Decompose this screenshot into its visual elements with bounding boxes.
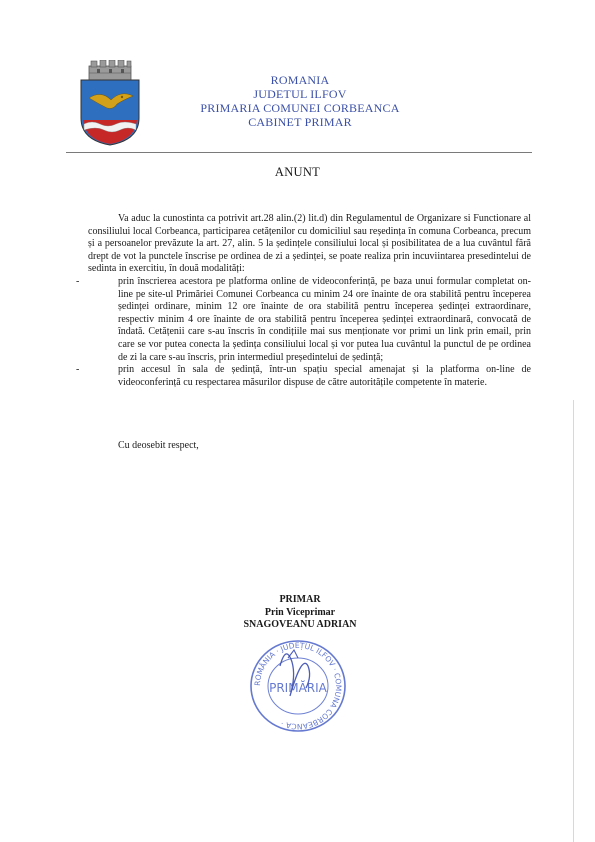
bullet-dash: - (76, 275, 80, 287)
scan-edge-line (573, 400, 574, 842)
signature-block (180, 594, 420, 632)
intro-paragraph: Va aduc la cunostinta ca potrivit art.28 alin.(2) lit.d) din Regulamentul de Organizare si Functionare al consiliului local Corbeanca, participarea cetățenilor cu domiciliul sau reședința în comuna Corbeanca, precum și a persoanelor prevăzute la art. 27, alin. 5 la ședințele consiliului local și posibilitatea de a lua cuvântul fără drept de vot la punctele înscrise pe ordinea de zi a ședinței, se poate realiza prin incuviintarea presedintelui de sedinta in exercitiu, în două modalități: (88, 213, 531, 275)
letterhead-department: CABINET PRIMAR (248, 115, 352, 129)
bullet-dash: - (76, 364, 80, 376)
letterhead-country: ROMANIA (270, 73, 330, 87)
coat-of-arms-icon (75, 60, 145, 146)
signature-name: SNAGOVEANU ADRIAN (243, 619, 357, 630)
list-item-text: prin accesul în sala de ședință, într-un spațiu special amenajat și la platforma on-line de videoconferință cu respectarea măsurilor dispuse de către autoritățile competente în materie. (118, 364, 531, 388)
letterhead-institution: PRIMARIA COMUNEI CORBEANCA (200, 101, 400, 115)
announcement-body (76, 213, 531, 389)
signature-delegate: Prin Viceprimar (264, 606, 336, 618)
list-item (76, 275, 531, 364)
list-item (76, 364, 531, 389)
svg-text:PRIMĂRIA: PRIMĂRIA (269, 681, 327, 695)
modalities-list (76, 275, 531, 389)
letterhead (150, 73, 450, 129)
closing-greeting: Cu deosebit respect, (118, 440, 199, 451)
signature-role: PRIMAR (279, 594, 321, 605)
official-stamp-icon (246, 636, 350, 736)
list-item-text: prin înscrierea acestora pe platforma online de videoconferință, pe baza unui formular completat on-line pe site-ul Primăriei Comunei Corbeanca cu minim 24 ore înainte de ora stabilită pentru începerea ședinței ordinare, minim 12 ore înainte de ora stabilită pentru începerea ședinței extraordinare, respectiv minim 4 ore înainte de ora stabilită pentru începerea ședinței extraordinară, convocată de îndată. Cetățenii care s-au înscris în condițiile mai sus menționate vor primi un link prin email, prin care se vor putea conecta la ședința consiliului local și vor putea lua cuvântul la punctul de pe ordinea de zi la care s-au înscris, prin intermediul președintelui de ședință; (118, 275, 531, 363)
document-title: ANUNT (274, 165, 321, 179)
letterhead-county: JUDETUL ILFOV (253, 87, 347, 101)
svg-text:ROMÂNIA · JUDEȚUL ILFOV · COMU: ROMÂNIA · JUDEȚUL ILFOV · COMUNA CORBEANCA · (252, 640, 344, 732)
header-divider (66, 152, 532, 153)
